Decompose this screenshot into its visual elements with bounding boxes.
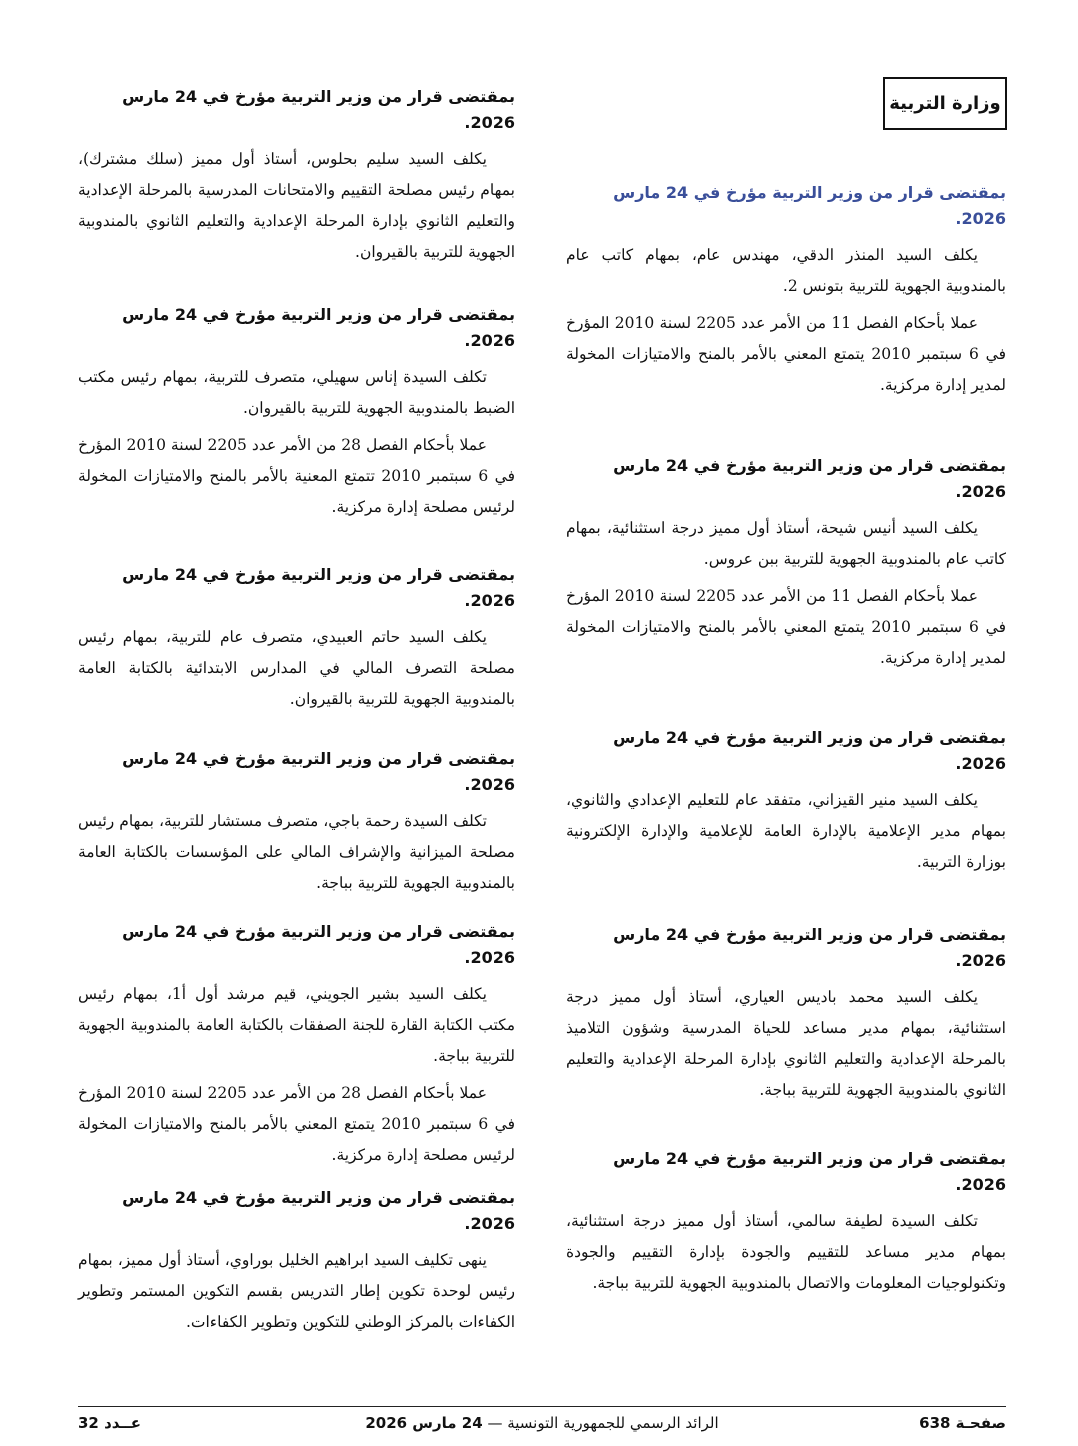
- decree-paragraph: يكلف السيد بشير الجويني، قيم مرشد أول أ1، بمهام رئيس مكتب الكتابة القارة للجنة الصفقات بالكتابة العامة بالمندوبية الجهوية للتربية بباجة.: [78, 985, 515, 1065]
- decree-heading: بمقتضى قرار من وزير التربية مؤرخ في 24 مارس 2026.: [122, 305, 515, 350]
- left-column: [78, 0, 515, 1400]
- decree-heading: بمقتضى قرار من وزير التربية مؤرخ في 24 مارس 2026.: [613, 183, 1006, 228]
- decree-heading: بمقتضى قرار من وزير التربية مؤرخ في 24 مارس 2026.: [122, 87, 515, 132]
- decree-paragraph: يكلف السيد المنذر الدقي، مهندس عام، بمهام كاتب عام بالمندوبية الجهوية للتربية بتونس 2.: [566, 246, 1006, 295]
- decree-paragraph: عملا بأحكام الفصل 28 من الأمر عدد 2205 لسنة 2010 المؤرخ في 6 سبتمبر 2010 تتمتع المعنية بالأمر بالمنح والامتيازات المخولة لرئيس مصلحة إدارة مركزية.: [78, 436, 516, 516]
- footer-divider: [78, 1406, 1006, 1407]
- decree-heading: بمقتضى قرار من وزير التربية مؤرخ في 24 مارس 2026.: [613, 728, 1006, 773]
- decree-heading: بمقتضى قرار من وزير التربية مؤرخ في 24 مارس 2026.: [122, 749, 515, 794]
- decree-r3: [566, 725, 1006, 884]
- decree-paragraph: يكلف السيد سليم بحلوس، أستاذ أول مميز (سلك مشترك)، بمهام رئيس مصلحة التقييم والامتحانات المدرسية بالمرحلة الإعدادية والتعليم الثانوي بإدارة المرحلة الإعدادية والتعليم الثانوي بالمندوبية الجهوية للتربية بالقيروان.: [78, 150, 515, 261]
- decree-l3: [78, 562, 515, 721]
- decree-paragraph: يكلف السيد محمد باديس العياري، أستاذ أول مميز درجة استثنائية، بمهام مدير مساعد للحياة المدرسية وشؤون التلاميذ بالمرحلة الإعدادية والتعليم الثانوي بإدارة المرحلة الإعدادية والتعليم الثانوي بالمندوبية الجهوية للتربية بباجة.: [566, 988, 1006, 1099]
- right-column: [566, 0, 1006, 1400]
- decree-l4: [78, 746, 515, 905]
- decree-heading: بمقتضى قرار من وزير التربية مؤرخ في 24 مارس 2026.: [122, 922, 515, 967]
- decree-heading: بمقتضى قرار من وزير التربية مؤرخ في 24 مارس 2026.: [613, 1149, 1006, 1194]
- decree-r5: [566, 1146, 1006, 1305]
- decree-paragraph: يكلف السيد حاتم العبيدي، متصرف عام للتربية، بمهام رئيس مصلحة التصرف المالي في المدارس الابتدائية بالكتابة العامة بالمندوبية الجهوية للتربية بالقيروان.: [78, 628, 515, 708]
- decree-l2: [78, 302, 515, 529]
- ministry-title: وزارة التربية: [889, 93, 1001, 114]
- footer-issue-number: عــدد 32: [78, 1414, 141, 1432]
- decree-heading: بمقتضى قرار من وزير التربية مؤرخ في 24 مارس 2026.: [613, 925, 1006, 970]
- decree-paragraph: عملا بأحكام الفصل 11 من الأمر عدد 2205 لسنة 2010 المؤرخ في 6 سبتمبر 2010 يتمتع المعني بالأمر بالمنح والامتيازات المخولة لمدير إدارة مركزية.: [566, 314, 1006, 394]
- decree-heading: بمقتضى قرار من وزير التربية مؤرخ في 24 مارس 2026.: [122, 1188, 515, 1233]
- page-footer: [78, 1414, 1006, 1440]
- decree-paragraph: تكلف السيدة لطيفة سالمي، أستاذ أول مميز درجة استثنائية، بمهام مدير مساعد للتقييم والجودة بإدارة التقييم والجودة وتكنولوجيات المعلومات والاتصال بالمندوبية الجهوية للتربية بباجة.: [566, 1212, 1006, 1292]
- decree-paragraph: عملا بأحكام الفصل 28 من الأمر عدد 2205 لسنة 2010 المؤرخ في 6 سبتمبر 2010 يتمتع المعني بالأمر بالمنح والامتيازات المخولة لرئيس مصلحة إدارة مركزية.: [78, 1084, 515, 1164]
- footer-journal: [78, 1414, 1006, 1432]
- decree-l1: [78, 84, 515, 274]
- decree-r4: [566, 922, 1006, 1112]
- decree-paragraph: يكلف السيد منير القيزاني، متفقد عام للتعليم الإعدادي والثانوي، بمهام مدير الإعلامية بالإدارة العامة للإعلامية والإدارة الإلكترونية بوزارة التربية.: [566, 791, 1006, 871]
- decree-r2: [566, 453, 1006, 680]
- decree-heading: بمقتضى قرار من وزير التربية مؤرخ في 24 مارس 2026.: [613, 456, 1006, 501]
- decree-paragraph: عملا بأحكام الفصل 11 من الأمر عدد 2205 لسنة 2010 المؤرخ في 6 سبتمبر 2010 يتمتع المعني بالأمر بالمنح والامتيازات المخولة لمدير إدارة مركزية.: [566, 587, 1006, 667]
- decree-heading: بمقتضى قرار من وزير التربية مؤرخ في 24 مارس 2026.: [122, 565, 515, 610]
- footer-page-number: صفحـة 638: [919, 1414, 1006, 1432]
- footer-date: 24 مارس 2026: [365, 1414, 483, 1432]
- decree-paragraph: تكلف السيدة إناس سهيلي، متصرف للتربية، بمهام رئيس مكتب الضبط بالمندوبية الجهوية للتربية بالقيروان.: [78, 368, 515, 417]
- decree-paragraph: يكلف السيد أنيس شيحة، أستاذ أول مميز درجة استثنائية، بمهام كاتب عام بالمندوبية الجهوية للتربية ببن عروس.: [566, 519, 1006, 568]
- decree-l6: [78, 1185, 515, 1344]
- footer-journal-title: الرائد الرسمي للجمهورية التونسية —: [487, 1414, 719, 1432]
- decree-paragraph: ينهى تكليف السيد ابراهيم الخليل بوراوي، أستاذ أول مميز، بمهام رئيس لوحدة تكوين إطار التدريس بقسم التكوين المستمر وتطوير الكفاءات بالمركز الوطني للتكوين وتطوير الكفاءات.: [78, 1251, 515, 1331]
- decree-l5: [78, 919, 515, 1177]
- decree-r1: [566, 180, 1006, 407]
- decree-paragraph: تكلف السيدة رحمة باجي، متصرف مستشار للتربية، بمهام رئيس مصلحة الميزانية والإشراف المالي على المؤسسات بالكتابة العامة بالمندوبية الجهوية للتربية بباجة.: [78, 812, 515, 892]
